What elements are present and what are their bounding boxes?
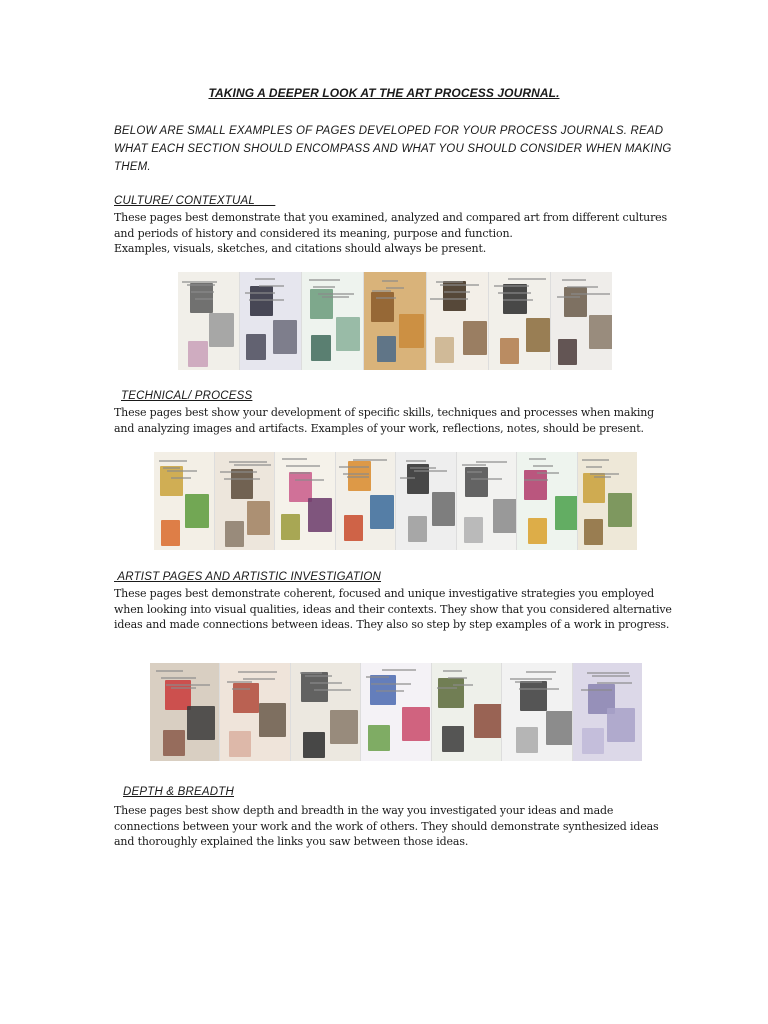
thumbnail-text-line — [510, 678, 552, 680]
thumbnail-text-line — [467, 471, 482, 473]
thumbnail-image-block — [435, 337, 455, 363]
journal-page-thumbnail — [551, 272, 612, 370]
thumbnail-text-line — [444, 291, 470, 293]
thumbnail-text-line — [314, 689, 351, 691]
thumbnail-text-line — [229, 461, 267, 463]
journal-page-thumbnail — [457, 452, 517, 550]
thumbnail-image-block — [408, 516, 427, 542]
thumbnail-text-line — [187, 284, 216, 286]
thumbnail-text-line — [476, 461, 507, 463]
section-body-technical: These pages best show your development of specific skills, techniques and processes when making and analyzing images and artifacts. Examples of your work, reflections, notes, should be present. — [114, 406, 655, 435]
journal-page-thumbnail — [361, 663, 430, 761]
thumbnail-text-line — [508, 278, 545, 280]
thumbnail-image-block — [336, 317, 360, 351]
thumbnail-text-line — [410, 467, 437, 469]
thumbnail-text-line — [310, 682, 342, 684]
section-body-culture-p2: Examples, visuals, sketches, and citations should always be present. — [114, 242, 487, 255]
thumbnail-image-block — [231, 469, 254, 499]
thumbnail-text-line — [372, 290, 391, 292]
thumbnail-text-line — [571, 293, 610, 295]
thumbnail-text-line — [453, 684, 472, 686]
thumbnail-text-line — [238, 671, 276, 673]
thumbnail-text-line — [245, 292, 275, 294]
thumbnail-image-block — [584, 519, 603, 545]
thumbnail-image-block — [229, 731, 251, 757]
thumbnail-image-block — [187, 706, 215, 740]
thumbnail-image-block — [520, 681, 546, 711]
thumbnail-text-line — [400, 477, 415, 479]
thumbnail-text-line — [515, 681, 542, 683]
thumbnail-text-line — [322, 296, 350, 298]
journal-page-thumbnail — [150, 663, 219, 761]
journal-page-thumbnail — [502, 663, 571, 761]
thumbnail-text-line — [430, 298, 467, 300]
thumbnail-text-line — [557, 296, 580, 298]
thumbnail-image-block — [370, 495, 394, 529]
thumbnail-image-block — [247, 501, 271, 535]
thumbnail-image-block — [185, 494, 209, 528]
thumbnail-image-block — [464, 517, 483, 543]
journal-page-thumbnail — [396, 452, 456, 550]
thumbnail-text-line — [592, 675, 630, 677]
thumbnail-text-line — [167, 470, 197, 472]
thumbnail-text-line — [386, 287, 404, 289]
thumbnail-text-line — [414, 470, 447, 472]
thumbnail-text-line — [582, 459, 609, 461]
journal-page-thumbnail — [427, 272, 488, 370]
section-heading-artist: ARTIST PAGES AND ARTISTIC INVESTIGATION — [117, 571, 382, 583]
thumbnail-image-block — [399, 314, 423, 348]
journal-page-thumbnail — [517, 452, 577, 550]
thumbnail-image-block — [526, 318, 550, 352]
thumbnail-image-block — [564, 287, 587, 317]
thumbnail-text-line — [524, 479, 548, 481]
thumbnail-text-line — [498, 292, 530, 294]
document-title: TAKING A DEEPER LOOK AT THE ART PROCESS JOURNAL. — [208, 86, 560, 100]
thumbnail-text-line — [471, 478, 503, 480]
section-body-culture-p1: These pages best demonstrate that you examined, analyzed and compared art from different cultures and periods of history and considered its meaning, purpose and function. — [114, 211, 668, 240]
culture-examples-strip — [178, 272, 612, 370]
thumbnail-text-line — [232, 688, 249, 690]
thumbnail-text-line — [309, 279, 340, 281]
thumbnail-image-block — [259, 703, 287, 737]
thumbnail-text-line — [519, 688, 559, 690]
thumbnail-text-line — [371, 683, 411, 685]
thumbnail-text-line — [382, 669, 416, 671]
thumbnail-text-line — [437, 687, 457, 689]
thumbnail-image-block — [250, 286, 273, 316]
thumbnail-image-block — [500, 338, 520, 364]
section-heading-culture: CULTURE/ CONTEXTUAL — [114, 195, 255, 207]
thumbnail-text-line — [590, 473, 619, 475]
thumbnail-text-line — [159, 460, 187, 462]
thumbnail-image-block — [368, 725, 390, 751]
thumbnail-text-line — [305, 675, 332, 677]
thumbnail-text-line — [529, 458, 546, 460]
journal-page-thumbnail — [578, 452, 638, 550]
journal-page-thumbnail — [240, 272, 301, 370]
thumbnail-image-block — [438, 678, 464, 708]
thumbnail-text-line — [295, 479, 324, 481]
thumbnail-text-line — [347, 476, 369, 478]
section-body-culture — [114, 210, 674, 257]
journal-page-thumbnail — [573, 663, 642, 761]
thumbnail-text-line — [376, 690, 404, 692]
artist-examples-strip — [150, 663, 642, 761]
thumbnail-image-block — [555, 496, 576, 530]
thumbnail-image-block — [311, 335, 331, 361]
thumbnail-text-line — [318, 293, 355, 295]
thumbnail-text-line — [339, 466, 369, 468]
thumbnail-text-line — [382, 280, 399, 282]
journal-page-thumbnail — [336, 452, 396, 550]
thumbnail-image-block — [225, 521, 244, 547]
thumbnail-text-line — [300, 672, 322, 674]
thumbnail-text-line — [586, 466, 602, 468]
thumbnail-text-line — [220, 471, 257, 473]
thumbnail-image-block — [432, 492, 456, 526]
thumbnail-text-line — [243, 678, 274, 680]
thumbnail-text-line — [587, 672, 629, 674]
journal-page-thumbnail — [178, 272, 239, 370]
thumbnail-text-line — [462, 464, 485, 466]
thumbnail-image-block — [528, 518, 547, 544]
thumbnail-image-block — [493, 499, 516, 533]
technical-examples-strip — [154, 452, 637, 550]
thumbnail-text-line — [436, 281, 463, 283]
thumbnail-text-line — [597, 682, 632, 684]
thumbnail-image-block — [188, 341, 208, 367]
thumbnail-image-block — [442, 726, 464, 752]
journal-page-thumbnail — [489, 272, 550, 370]
thumbnail-text-line — [376, 297, 396, 299]
thumbnail-image-block — [607, 708, 635, 742]
thumbnail-text-line — [594, 476, 611, 478]
thumbnail-text-line — [282, 458, 306, 460]
thumbnail-text-line — [171, 687, 197, 689]
thumbnail-text-line — [156, 670, 182, 672]
thumbnail-text-line — [353, 459, 388, 461]
thumbnail-image-block — [273, 320, 297, 354]
thumbnail-text-line — [227, 681, 251, 683]
thumbnail-text-line — [366, 676, 389, 678]
thumbnail-text-line — [533, 465, 553, 467]
section-body-artist: These pages best demonstrate coherent, focused and unique investigative strategies you employed when looking into visual qualities, ideas and their contexts. They show that you considered alternative ideas and made connections between ideas. They also so step by step examples of a work in progress. — [114, 587, 672, 631]
thumbnail-text-line — [163, 467, 180, 469]
thumbnail-image-block — [558, 339, 578, 365]
section-heading-technical: TECHNICAL/ PROCESS — [121, 390, 253, 402]
journal-page-thumbnail — [364, 272, 425, 370]
thumbnail-image-block — [161, 520, 180, 546]
thumbnail-image-block — [589, 315, 612, 349]
thumbnail-text-line — [166, 684, 210, 686]
thumbnail-image-block — [209, 313, 233, 347]
thumbnail-text-line — [440, 284, 479, 286]
thumbnail-text-line — [171, 477, 191, 479]
thumbnail-image-block — [377, 336, 397, 362]
thumbnail-image-block — [344, 515, 363, 541]
thumbnail-text-line — [255, 278, 275, 280]
section-heading-depth: DEPTH & BREADTH — [123, 786, 234, 798]
thumbnail-text-line — [195, 298, 213, 300]
thumbnail-text-line — [567, 286, 598, 288]
thumbnail-text-line — [286, 465, 320, 467]
thumbnail-image-block — [524, 470, 547, 500]
thumbnail-image-block — [281, 514, 300, 540]
thumbnail-image-block — [516, 727, 538, 753]
thumbnail-text-line — [503, 299, 533, 301]
thumbnail-text-line — [259, 285, 284, 287]
thumbnail-image-block — [463, 321, 487, 355]
thumbnail-image-block — [546, 711, 572, 745]
journal-page-thumbnail — [275, 452, 335, 550]
thumbnail-text-line — [290, 472, 310, 474]
thumbnail-text-line — [234, 464, 271, 466]
thumbnail-image-block — [330, 710, 358, 744]
thumbnail-text-line — [537, 472, 559, 474]
thumbnail-text-line — [224, 478, 260, 480]
journal-page-thumbnail — [302, 272, 363, 370]
thumbnail-text-line — [343, 473, 369, 475]
thumbnail-text-line — [448, 677, 467, 679]
thumbnail-image-block — [608, 493, 632, 527]
intro-paragraph: BELOW ARE SMALL EXAMPLES OF PAGES DEVELOPED FOR YOUR PROCESS JOURNALS. READ WHAT EACH SECTION SHOULD ENCOMPASS AND WHAT YOU SHOULD CONSIDER WHEN MAKING THEM. — [114, 125, 672, 173]
thumbnail-text-line — [526, 671, 556, 673]
thumbnail-text-line — [494, 285, 529, 287]
journal-page-thumbnail — [215, 452, 275, 550]
thumbnail-text-line — [182, 281, 216, 283]
journal-page-thumbnail — [291, 663, 360, 761]
thumbnail-text-line — [249, 299, 284, 301]
journal-page-thumbnail — [154, 452, 214, 550]
thumbnail-image-block — [246, 334, 266, 360]
thumbnail-text-line — [581, 689, 612, 691]
thumbnail-text-line — [191, 291, 214, 293]
thumbnail-text-line — [406, 460, 427, 462]
thumbnail-image-block — [308, 498, 332, 532]
thumbnail-text-line — [313, 286, 334, 288]
section-body-depth: These pages best show depth and breadth in the way you investigated your ideas and made connections between your work and the work of others. They should demonstrate synthesized ideas and thoroughly explained the links you saw between those ideas. — [114, 804, 659, 848]
thumbnail-image-block — [402, 707, 430, 741]
thumbnail-text-line — [161, 677, 196, 679]
thumbnail-image-block — [474, 704, 501, 738]
thumbnail-text-line — [562, 279, 585, 281]
thumbnail-image-block — [303, 732, 325, 758]
thumbnail-image-block — [582, 728, 604, 754]
journal-page-thumbnail — [432, 663, 501, 761]
journal-page-thumbnail — [220, 663, 289, 761]
thumbnail-text-line — [443, 670, 461, 672]
thumbnail-image-block — [163, 730, 185, 756]
